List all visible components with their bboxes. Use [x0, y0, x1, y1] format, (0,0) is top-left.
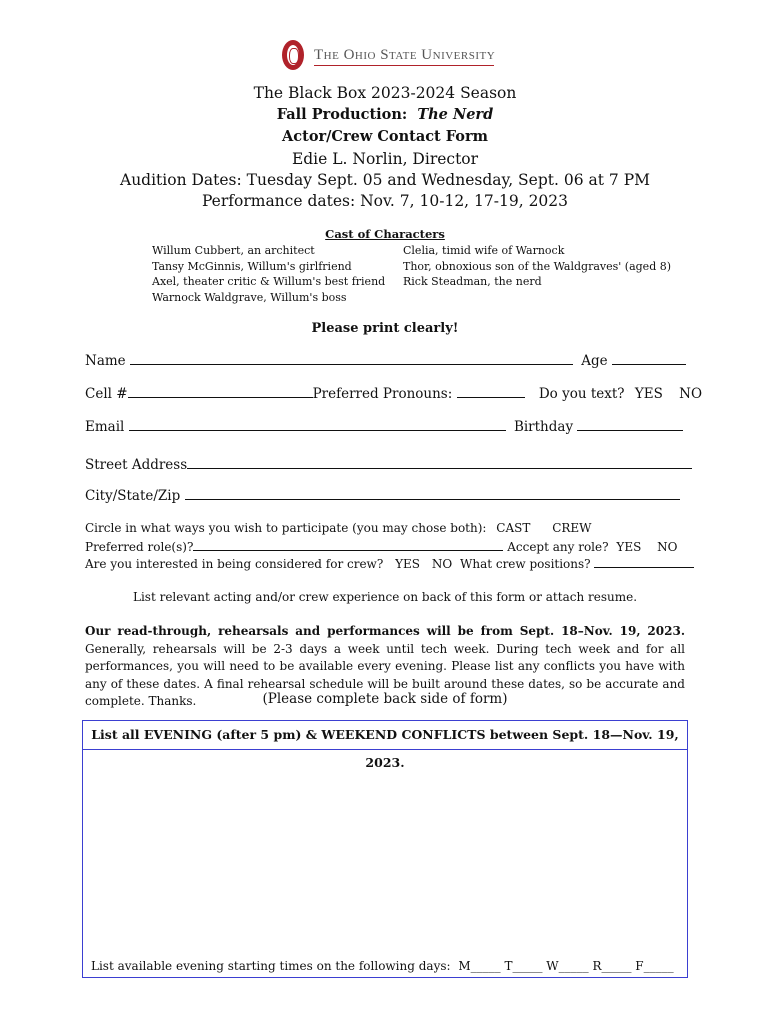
cast-option[interactable]: CAST [496, 521, 531, 535]
experience-note: List relevant acting and/or crew experience on back of this form or attach resume. [132, 590, 638, 604]
performance-dates: Performance dates: Nov. 7, 10-12, 17-19, 2023 [201, 192, 569, 210]
text-no[interactable]: NO [679, 386, 703, 402]
text-yes[interactable]: YES [634, 386, 663, 402]
pronouns-field[interactable] [457, 385, 525, 398]
fall-label: Fall Production: [276, 106, 408, 123]
print-clearly: Please print clearly! [311, 321, 459, 336]
email-field[interactable] [129, 418, 506, 431]
logo-rule [314, 65, 494, 66]
crew-option[interactable]: CREW [552, 521, 592, 535]
director: Edie L. Norlin, Director [291, 150, 479, 168]
age-label: Age [581, 353, 608, 369]
name-field[interactable] [130, 352, 573, 365]
crew-no[interactable]: NO [431, 557, 453, 571]
cast-item: Warnock Waldgrave, Willum's boss [152, 290, 347, 304]
name-label: Name [85, 353, 126, 369]
street-row [85, 456, 685, 473]
positions-field[interactable] [594, 555, 694, 568]
roles-row [85, 538, 685, 554]
foot-c: on the following days: [312, 959, 451, 973]
city-field[interactable] [185, 487, 680, 500]
crew-row [85, 555, 685, 571]
roles-label: Preferred role(s)? [85, 540, 194, 554]
foot-a: List available [91, 959, 176, 973]
roles-field[interactable] [193, 538, 503, 551]
season-title: The Black Box 2023-2024 Season [253, 84, 517, 102]
text-question: Do you text? [538, 386, 625, 402]
cast-right [403, 243, 671, 290]
cast-item: Clelia, timid wife of Warnock [403, 244, 565, 257]
cast-item: Willum Cubbert, an architect [152, 244, 315, 257]
audition-dates: Audition Dates: Tuesday Sept. 05 and Wednesday, Sept. 06 at 7 PM [120, 171, 650, 189]
age-field[interactable] [612, 352, 686, 365]
fall-production [0, 106, 770, 123]
crew-yes[interactable]: YES [395, 557, 420, 571]
city-row [85, 487, 685, 504]
cast-item: Rick Steadman, the nerd [403, 275, 542, 288]
city-label: City/State/Zip [85, 488, 181, 504]
schedule-rest: Generally, rehearsals will be 2-3 days a week until tech week. During tech week and for all performances, you will need to be available every evening. Please list any conflicts you have with any of these dates. A final rehearsal schedule will be built around these dates, so be accurate and complete. Thanks. [85, 641, 685, 708]
crew-question: Are you interested in being considered for crew? [85, 557, 384, 571]
back-side-note: (Please complete back side of form) [262, 691, 508, 707]
participation-row [85, 521, 685, 535]
circle-label: Circle in what ways you wish to participate (you may chose both): [85, 521, 487, 535]
cell-field[interactable] [128, 385, 313, 398]
accept-label: Accept any role? [507, 540, 609, 554]
name-row [85, 352, 685, 369]
schedule-intro: Our read-through, rehearsals and performances will be from Sept. 18–Nov. 19, 2023. [85, 624, 685, 638]
cast-heading: Cast of Characters [325, 227, 445, 241]
cell-label: Cell # [85, 386, 128, 402]
day-fields[interactable]: M_____ T_____ W_____ R_____ F_____ [458, 959, 674, 973]
cast-item: Axel, theater critic & Willum's best friend [152, 275, 386, 288]
email-row [85, 418, 685, 435]
play-title: The Nerd [417, 106, 494, 123]
cast-left [152, 243, 385, 305]
foot-b: evening starting times [175, 959, 313, 973]
cell-row [85, 385, 703, 402]
block-o-icon [282, 40, 304, 70]
email-label: Email [85, 419, 125, 435]
street-field[interactable] [187, 456, 692, 469]
form-name: Actor/Crew Contact Form [282, 128, 488, 145]
logo-text: The Ohio State University [314, 46, 496, 63]
accept-no[interactable]: NO [657, 540, 678, 554]
accept-yes[interactable]: YES [616, 540, 642, 554]
conflicts-box[interactable] [82, 720, 688, 978]
pronouns-label: Preferred Pronouns: [312, 386, 453, 402]
cast-item: Thor, obnoxious son of the Waldgraves' (aged 8) [403, 259, 672, 273]
birthday-label: Birthday [513, 419, 574, 435]
birthday-field[interactable] [577, 418, 683, 431]
cast-item: Tansy McGinnis, Willum's girlfriend [152, 259, 352, 273]
positions-label: What crew positions? [460, 557, 591, 571]
starting-times-row [91, 959, 674, 973]
street-label: Street Address [85, 457, 188, 473]
conflicts-heading: List all EVENING (after 5 pm) & WEEKEND CONFLICTS between Sept. 18—Nov. 19, 2023. [83, 721, 687, 750]
